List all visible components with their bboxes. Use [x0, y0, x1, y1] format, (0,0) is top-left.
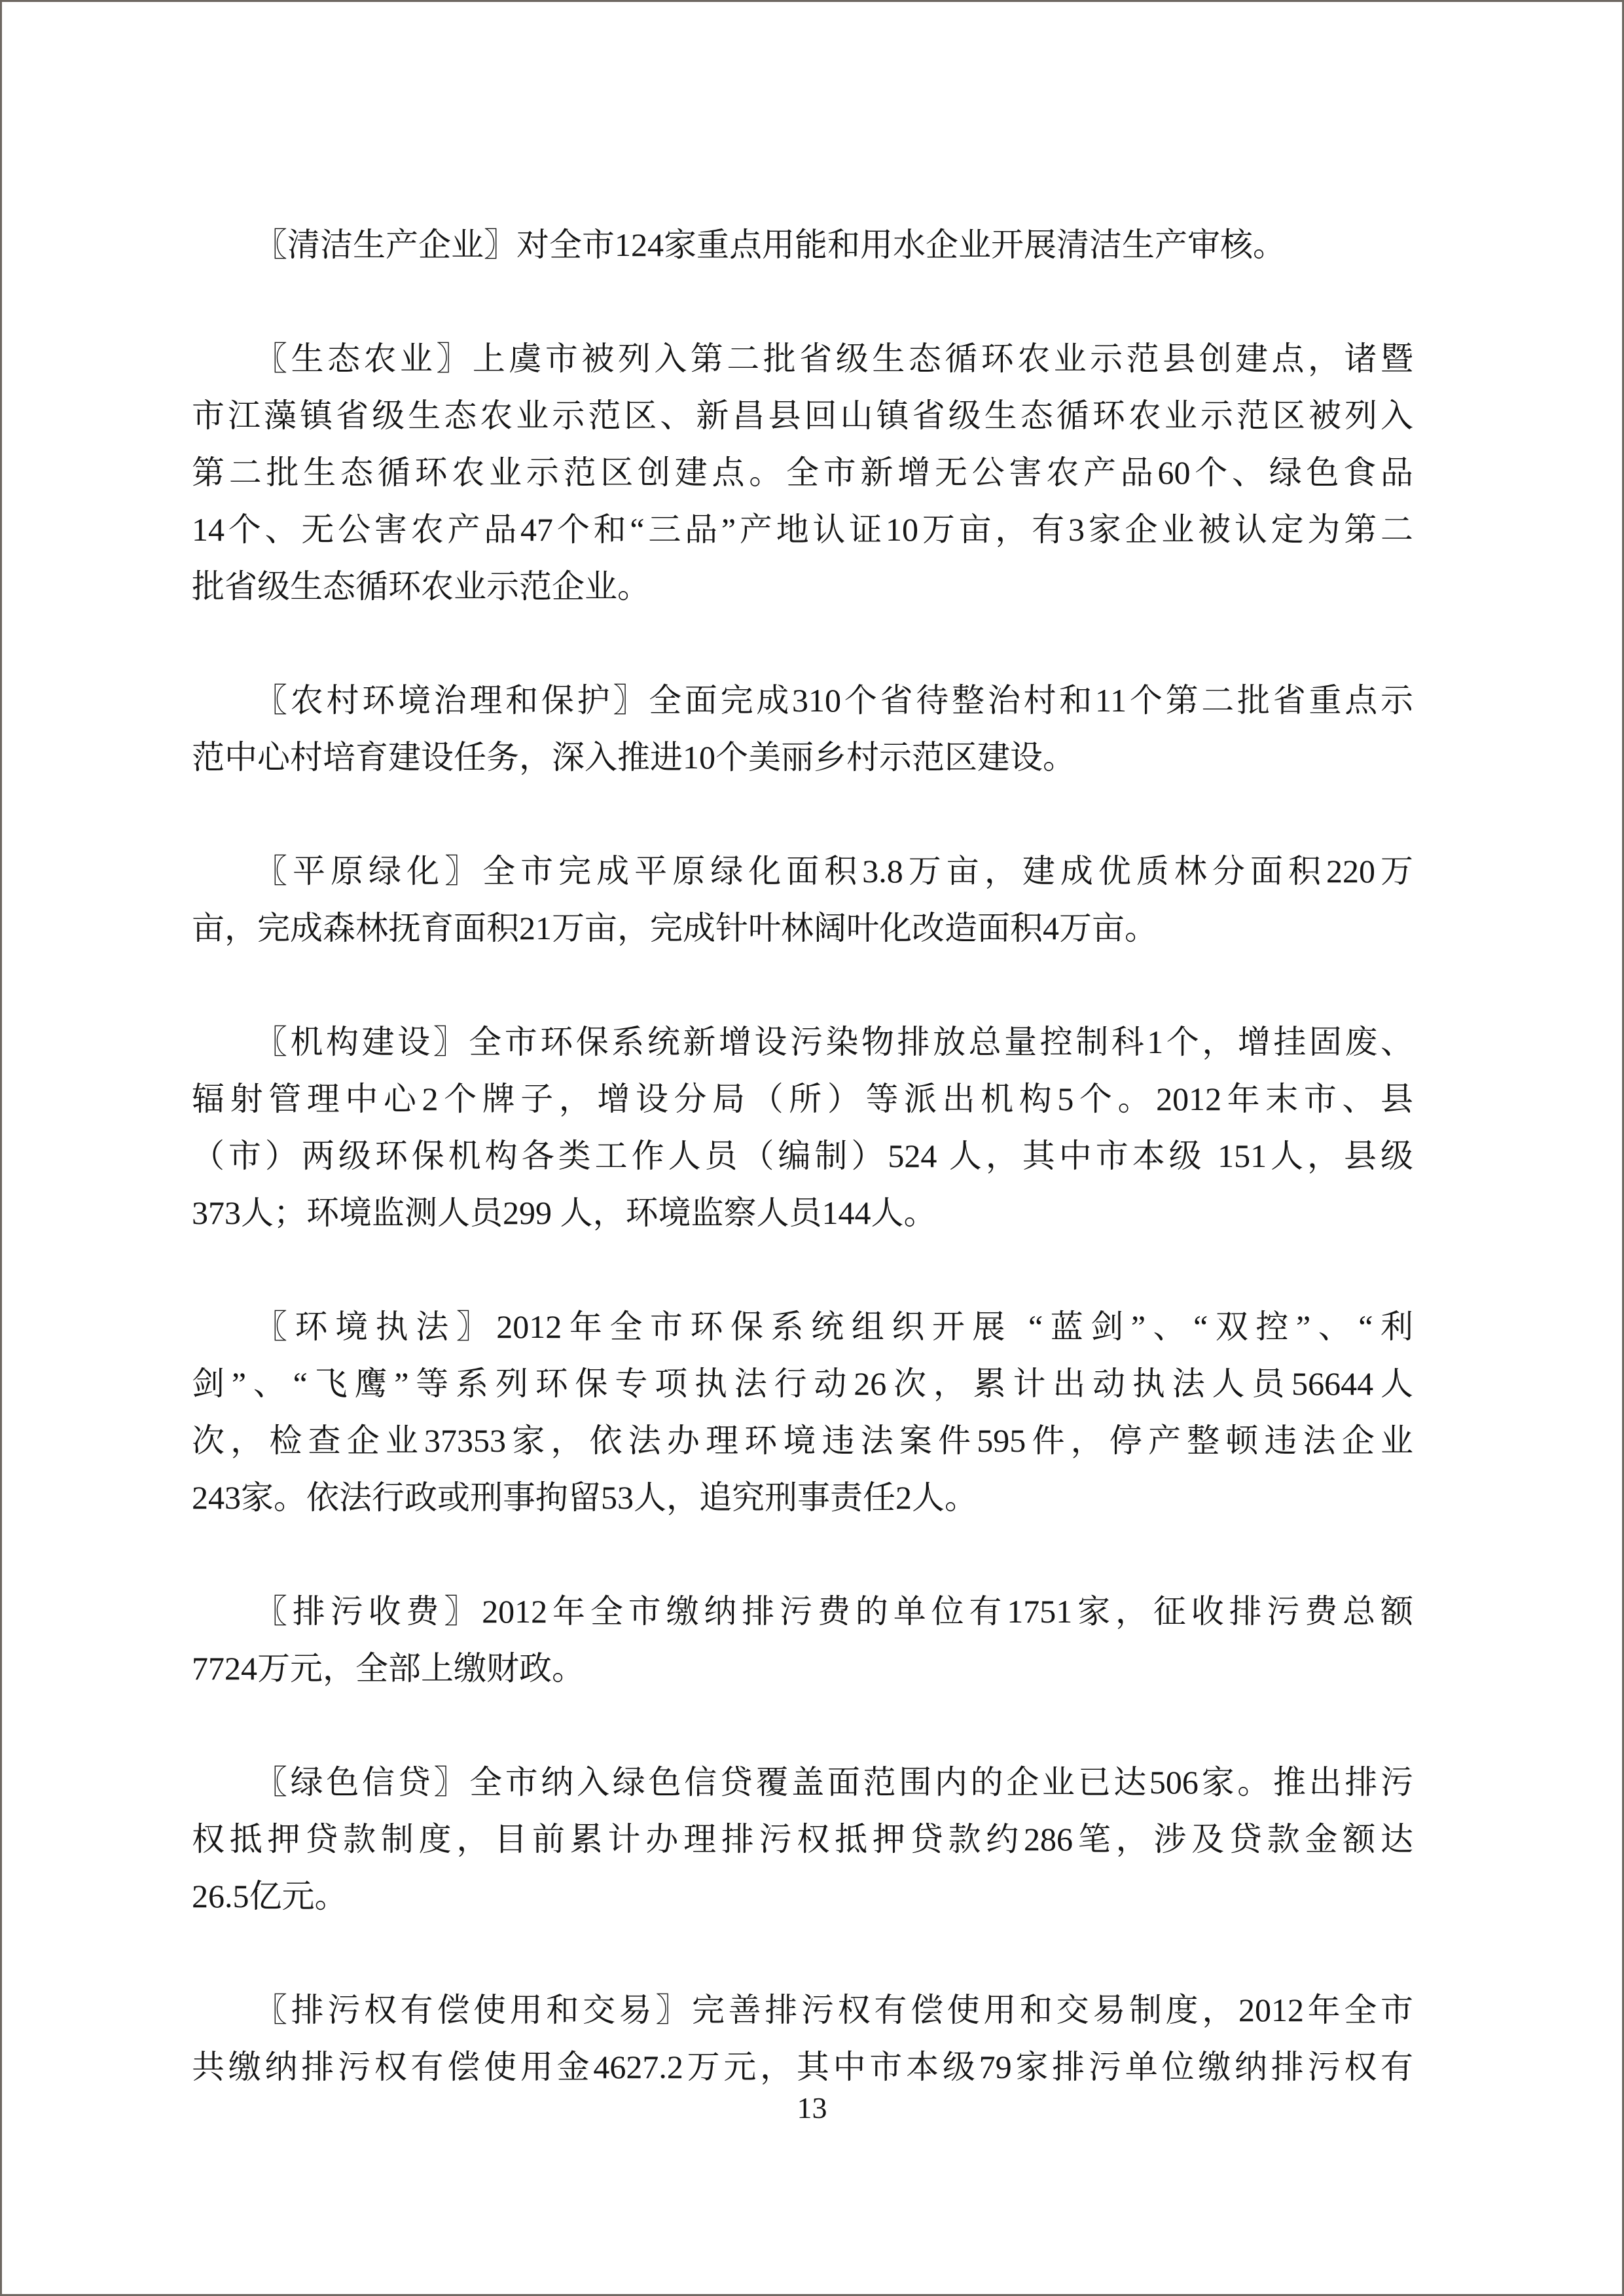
- paragraph-first-line: 〖机构建设〗全市环保系统新增设污染物排放总量控制科1个，增挂固废、: [255, 1024, 1413, 1060]
- paragraph: [192, 1014, 1413, 1242]
- text-line: 243家。依法行政或刑事拘留53人，追究刑事责任2人。: [192, 1479, 977, 1516]
- text-line: 批省级生态循环农业示范企业。: [192, 568, 650, 605]
- text-line: 次，检查企业37353家，依法办理环境违法案件595件，停产整顿违法企业: [192, 1422, 1413, 1459]
- paragraph: [192, 1754, 1413, 1925]
- paragraph-first-line: 〖环境执法〗2012年全市环保系统组织开展 “蓝剑”、“双控”、“利: [255, 1308, 1413, 1345]
- page-number: 13: [797, 2091, 827, 2125]
- paragraph: [192, 672, 1413, 786]
- paragraph: [192, 217, 1413, 274]
- paragraph-first-line: 〖生态农业〗上虞市被列入第二批省级生态循环农业示范县创建点，诸暨: [255, 340, 1413, 377]
- paragraph-first-line: 〖排污权有偿使用和交易〗完善排污权有偿使用和交易制度，2012年全市: [255, 1992, 1413, 2028]
- paragraph-first-line: 〖清洁生产企业〗对全市124家重点用能和用水企业开展清洁生产审核。: [255, 226, 1286, 263]
- paragraph: [192, 1982, 1413, 2096]
- text-line: 26.5亿元。: [192, 1878, 348, 1914]
- text-line: （市）两级环保机构各类工作人员（编制）524 人，其中市本级 151人，县级: [192, 1138, 1413, 1174]
- text-line: 范中心村培育建设任务，深入推进10个美丽乡村示范区建设。: [192, 739, 1075, 776]
- text-line: 共缴纳排污权有偿使用金4627.2万元，其中市本级79家排污单位缴纳排污权有: [192, 2049, 1413, 2085]
- text-line: 剑”、“飞鹰”等系列环保专项执法行动26次，累计出动执法人员56644人: [192, 1365, 1413, 1402]
- paragraph-first-line: 〖农村环境治理和保护〗全面完成310个省待整治村和11个第二批省重点示: [255, 682, 1413, 719]
- paragraph: [192, 843, 1413, 957]
- text-line: 14个、无公害农产品47个和“三品”产地认证10万亩，有3家企业被认定为第二: [192, 511, 1413, 548]
- text-line: 市江藻镇省级生态农业示范区、新昌县回山镇省级生态循环农业示范区被列入: [192, 397, 1413, 434]
- text-line: 辐射管理中心2个牌子，增设分局（所）等派出机构5个。2012年末市、县: [192, 1081, 1413, 1117]
- paragraph: [192, 1299, 1413, 1526]
- document-body: [192, 217, 1413, 2096]
- paragraph-first-line: 〖绿色信贷〗全市纳入绿色信贷覆盖面范围内的企业已达506家。推出排污: [255, 1764, 1413, 1801]
- paragraph-first-line: 〖平原绿化〗全市完成平原绿化面积3.8万亩，建成优质林分面积220万: [255, 853, 1413, 889]
- text-line: 第二批生态循环农业示范区创建点。全市新增无公害农产品60个、绿色食品: [192, 454, 1413, 491]
- text-line: 亩，完成森林抚育面积21万亩，完成针叶林阔叶化改造面积4万亩。: [192, 910, 1157, 946]
- text-line: 7724万元，全部上缴财政。: [192, 1650, 585, 1687]
- paragraph: [192, 331, 1413, 615]
- paragraph-first-line: 〖排污收费〗2012年全市缴纳排污费的单位有1751家，征收排污费总额: [255, 1593, 1413, 1630]
- text-line: 权抵押贷款制度，目前累计办理排污权抵押贷款约286笔，涉及贷款金额达: [192, 1821, 1413, 1857]
- text-line: 373人；环境监测人员299 人，环境监察人员144人。: [192, 1194, 937, 1231]
- paragraph: [192, 1583, 1413, 1697]
